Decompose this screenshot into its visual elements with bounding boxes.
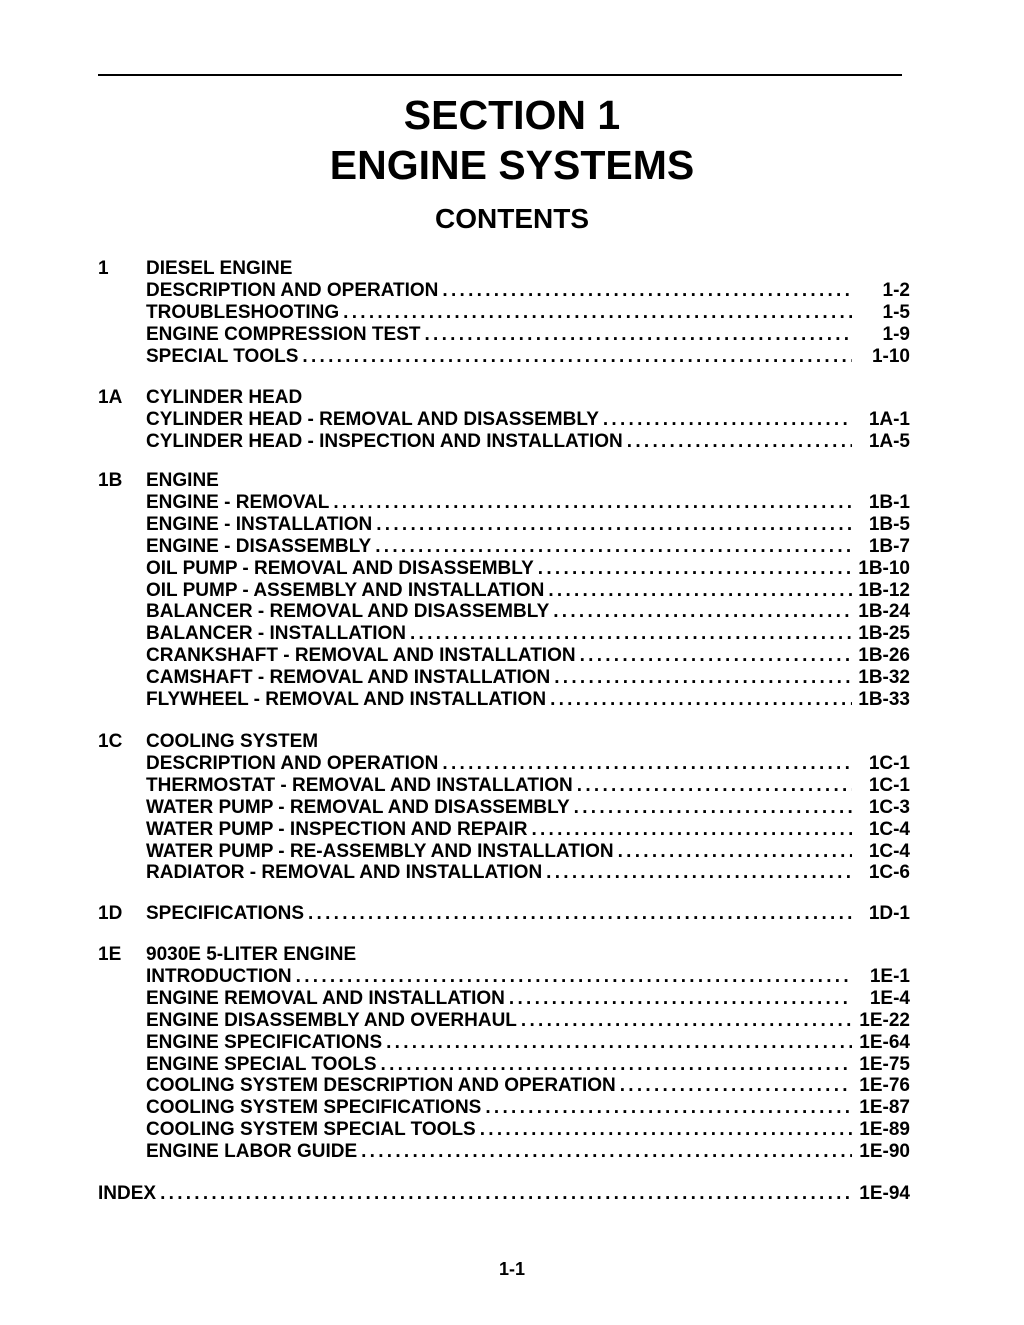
toc-entry-page: 1C-4 (868, 840, 910, 862)
toc-entry-page: 1C-1 (868, 774, 910, 796)
toc-entry-page: 1B-25 (858, 623, 910, 645)
toc-entry-page: 1B-33 (858, 689, 910, 710)
toc-entry-label: ENGINE SPECIAL TOOLS (146, 1053, 377, 1075)
dot-leader (386, 1032, 852, 1054)
toc-entry-page: 1D-1 (868, 903, 910, 924)
toc-entry-page: 1E-89 (859, 1119, 910, 1141)
dot-leader (160, 1183, 852, 1205)
section-title: ENGINE (146, 470, 219, 491)
toc-entry-page: 1-9 (882, 323, 910, 345)
toc-entry (146, 1119, 910, 1141)
toc-entry (146, 775, 910, 797)
toc-entry (146, 346, 910, 368)
dot-leader (554, 667, 852, 689)
toc-entry-page: 1B-7 (868, 535, 910, 557)
toc-entry-label: OIL PUMP - ASSEMBLY AND INSTALLATION (146, 579, 545, 601)
toc-entry (146, 558, 910, 580)
page-title: ENGINE SYSTEMS (329, 142, 695, 188)
dot-leader (410, 623, 852, 645)
contents-heading: CONTENTS (435, 203, 589, 234)
section-title: 9030E 5-LITER ENGINE (146, 944, 357, 965)
toc-entry-page: 1-10 (871, 345, 910, 367)
toc-entry (146, 1054, 910, 1076)
toc-entry (146, 302, 910, 324)
toc-entry-label: ENGINE - INSTALLATION (146, 513, 373, 535)
dot-leader (548, 580, 852, 602)
dot-leader (343, 302, 852, 324)
toc-entry (146, 1010, 910, 1032)
toc-entry (146, 536, 910, 558)
toc-entry-page: 1E-76 (859, 1075, 910, 1097)
toc-entry-page: 1B-26 (858, 645, 910, 667)
toc-entry-label: DESCRIPTION AND OPERATION (146, 752, 439, 774)
toc-entry-label: INTRODUCTION (146, 965, 292, 987)
dot-leader (361, 1141, 852, 1163)
dot-leader (577, 775, 852, 797)
toc-entry (146, 514, 910, 536)
dot-leader (521, 1010, 852, 1032)
toc-entry-label: SPECIFICATIONS (146, 903, 304, 924)
toc-entry (146, 623, 910, 645)
toc-entry-label: ENGINE LABOR GUIDE (146, 1141, 358, 1163)
section-code: 1E (98, 944, 122, 965)
toc-entry-page: 1E-90 (859, 1141, 910, 1163)
toc-entry-label: CYLINDER HEAD - REMOVAL AND DISASSEMBLY (146, 408, 599, 430)
dot-leader (531, 819, 852, 841)
toc-entry-page: 1B-24 (858, 601, 910, 623)
toc-entry (146, 966, 910, 988)
toc-entry-page: 1B-1 (868, 491, 910, 513)
toc-entry-label: COOLING SYSTEM SPECIAL TOOLS (146, 1119, 476, 1141)
toc-entry-label: CYLINDER HEAD - INSPECTION AND INSTALLATION (146, 430, 623, 452)
toc-entry (146, 841, 910, 863)
dot-leader (376, 514, 852, 536)
toc-entry (146, 324, 910, 346)
toc-entry-label: CRANKSHAFT - REMOVAL AND INSTALLATION (146, 645, 576, 667)
toc-entry-page: 1E-22 (859, 1009, 910, 1031)
section-title: CYLINDER HEAD (146, 387, 303, 408)
section-code: 1C (98, 731, 123, 752)
dot-leader (546, 862, 852, 884)
section-code: 1B (98, 470, 123, 491)
page-number: 1-1 (498, 1259, 525, 1279)
dot-leader (375, 536, 852, 558)
toc-entry (146, 492, 910, 514)
dot-leader (627, 431, 852, 453)
toc-entry-label: COOLING SYSTEM DESCRIPTION AND OPERATION (146, 1075, 616, 1097)
dot-leader (296, 966, 852, 988)
toc-entry (146, 1097, 910, 1119)
toc-entry-page: 1E-1 (869, 965, 910, 987)
toc-entry-label: WATER PUMP - INSPECTION AND REPAIR (146, 818, 528, 840)
toc-entry-label: INDEX (98, 1183, 157, 1204)
toc-entry-label: ENGINE DISASSEMBLY AND OVERHAUL (146, 1009, 517, 1031)
dot-leader (620, 1075, 852, 1097)
toc-entry (98, 1183, 910, 1205)
dot-leader (381, 1054, 852, 1076)
toc-entry-label: BALANCER - INSTALLATION (146, 623, 406, 645)
toc-entry (146, 862, 910, 884)
toc-entry-label: RADIATOR - REMOVAL AND INSTALLATION (146, 862, 543, 884)
toc-entry (146, 1032, 910, 1054)
toc-entry-label: CAMSHAFT - REMOVAL AND INSTALLATION (146, 667, 551, 689)
section-heading: SECTION 1 (403, 92, 621, 138)
toc-entry (146, 1075, 910, 1097)
toc-entry-page: 1C-4 (868, 818, 910, 840)
dot-leader (302, 346, 852, 368)
toc-entry-label: ENGINE - DISASSEMBLY (146, 535, 372, 557)
dot-leader (574, 797, 852, 819)
dot-leader (308, 903, 852, 925)
toc-entry-page: 1E-4 (869, 987, 910, 1009)
dot-leader (538, 558, 852, 580)
section-code: 1D (98, 903, 123, 924)
toc-entry-label: FLYWHEEL - REMOVAL AND INSTALLATION (146, 689, 547, 710)
toc-entry (146, 431, 910, 453)
toc-entry (146, 819, 910, 841)
dot-leader (618, 841, 852, 863)
toc-entry-label: WATER PUMP - REMOVAL AND DISASSEMBLY (146, 796, 570, 818)
dot-leader (580, 645, 852, 667)
toc-entry (146, 409, 910, 431)
section-title: DIESEL ENGINE (146, 258, 293, 279)
toc-entry-label: ENGINE COMPRESSION TEST (146, 323, 421, 345)
dot-leader (424, 324, 852, 346)
dot-leader (509, 988, 852, 1010)
dot-leader (550, 689, 852, 711)
toc-entry (146, 601, 910, 623)
toc-entry-page: 1E-75 (859, 1053, 910, 1075)
toc-entry-label: SPECIAL TOOLS (146, 345, 299, 367)
toc-entry-page: 1A-5 (868, 430, 910, 452)
section-code: 1A (98, 387, 123, 408)
dot-leader (485, 1097, 852, 1119)
toc-entry-label: BALANCER - REMOVAL AND DISASSEMBLY (146, 601, 550, 623)
toc-entry-page: 1C-6 (868, 862, 910, 884)
toc-entry-label: WATER PUMP - RE-ASSEMBLY AND INSTALLATION (146, 840, 614, 862)
toc-entry-page: 1E-94 (859, 1183, 910, 1204)
toc-entry-page: 1C-3 (868, 796, 910, 818)
toc-entry (146, 280, 910, 302)
toc-entry-page: 1E-64 (859, 1031, 910, 1053)
section-title: COOLING SYSTEM (146, 731, 319, 752)
dot-leader (553, 601, 852, 623)
toc-entry-page: 1B-32 (858, 667, 910, 689)
toc-entry-page: 1B-5 (868, 513, 910, 535)
toc-entry (146, 903, 910, 925)
toc-entry (146, 988, 910, 1010)
dot-leader (333, 492, 852, 514)
toc-entry-label: ENGINE REMOVAL AND INSTALLATION (146, 987, 505, 1009)
dot-leader (442, 280, 852, 302)
toc-entry-page: 1E-87 (859, 1097, 910, 1119)
toc-entry-label: COOLING SYSTEM SPECIFICATIONS (146, 1097, 482, 1119)
toc-entry-page: 1-5 (882, 301, 910, 323)
toc-entry (146, 667, 910, 689)
toc-entry (146, 689, 910, 711)
toc-entry-page: 1B-10 (858, 557, 910, 579)
dot-leader (603, 409, 852, 431)
section-code: 1 (98, 258, 109, 279)
toc-entry (146, 1141, 910, 1163)
toc-entry (146, 645, 910, 667)
toc-entry-label: THERMOSTAT - REMOVAL AND INSTALLATION (146, 774, 573, 796)
toc-entry-label: DESCRIPTION AND OPERATION (146, 279, 439, 301)
dot-leader (480, 1119, 852, 1141)
toc-entry-label: ENGINE - REMOVAL (146, 491, 330, 513)
toc-entry-label: ENGINE SPECIFICATIONS (146, 1031, 383, 1053)
toc-entry (146, 580, 910, 602)
toc-entry-page: 1-2 (882, 279, 910, 301)
toc-entry-label: TROUBLESHOOTING (146, 301, 340, 323)
toc-entry (146, 753, 910, 775)
toc-entry-page: 1B-12 (858, 579, 910, 601)
toc-entry-page: 1C-1 (868, 752, 910, 774)
toc-entry-page: 1A-1 (868, 408, 910, 430)
dot-leader (442, 753, 852, 775)
toc-entry (146, 797, 910, 819)
toc-entry-label: OIL PUMP - REMOVAL AND DISASSEMBLY (146, 557, 534, 579)
